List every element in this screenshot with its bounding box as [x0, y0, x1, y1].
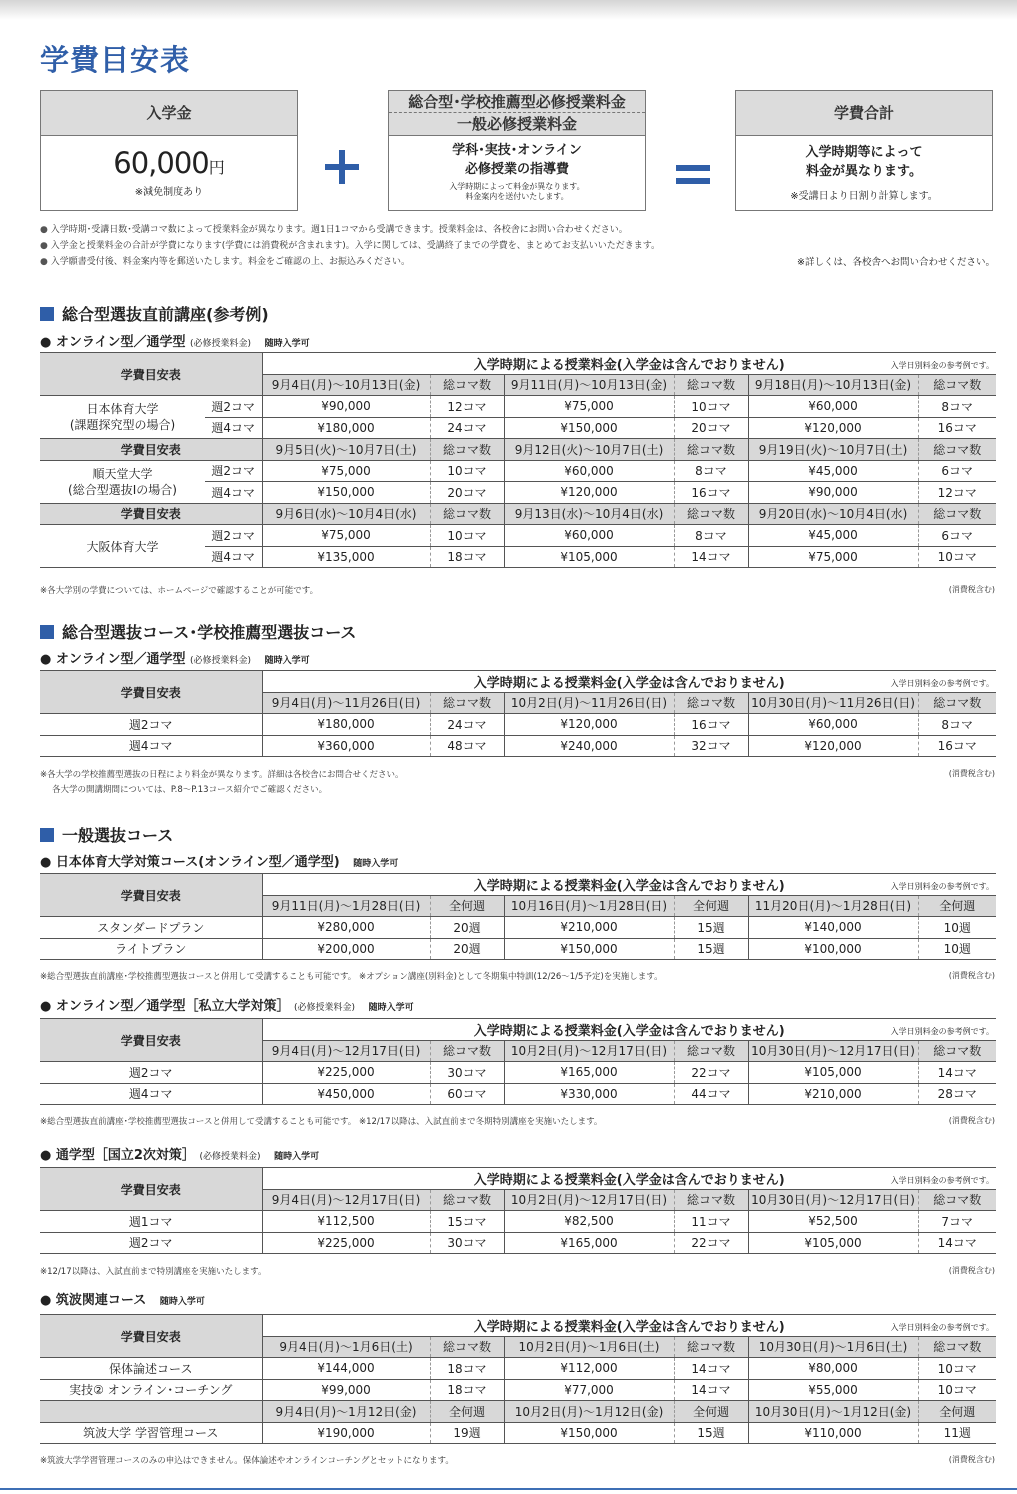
period-header: 10月2日(月)～11月26日(日) — [504, 692, 674, 714]
period-header: 9月11日(月)～10月13日(金) — [504, 374, 674, 396]
plan-label: スタンダードプラン — [40, 917, 262, 939]
enrollment-fee-label: 入学金 — [41, 91, 297, 136]
price-cell: ¥190,000 — [262, 1422, 430, 1444]
section3-table2 — [40, 1018, 996, 1105]
weeks-header: 全何週 — [918, 895, 996, 917]
koma-cell: 7コマ — [918, 1211, 996, 1233]
koma-cell: 30コマ — [430, 1062, 504, 1084]
period-header: 9月18日(月)～10月13日(金) — [748, 374, 918, 396]
total-fee-desc: 入学時期等によって 料金が異なります。 — [805, 145, 923, 179]
price-cell: ¥150,000 — [504, 1422, 674, 1444]
koma-cell: 6コマ — [918, 525, 996, 547]
period-header: 9月4日(月)～11月26日(日) — [262, 692, 430, 714]
price-cell: ¥60,000 — [504, 525, 674, 547]
koma-cell: 22コマ — [674, 1062, 748, 1084]
section3-sub2: ● オンライン型／通学型［私立大学対策］ (必修授業料金) 随時入学可 — [40, 999, 414, 1014]
frequency-label: 週2コマ — [205, 460, 262, 482]
tuition-label-1: 総合型･学校推薦型必修授業料金 — [389, 91, 645, 113]
section1-table — [40, 352, 996, 568]
frequency-label: 週1コマ — [40, 1211, 262, 1233]
period-header: 9月4日(月)～10月13日(金) — [262, 374, 430, 396]
period-header: 10月2日(月)～1月6日(土) — [504, 1336, 674, 1358]
price-cell: ¥210,000 — [748, 1083, 918, 1105]
period-header: 9月4日(月)～12月17日(日) — [262, 1040, 430, 1062]
price-cell: ¥225,000 — [262, 1062, 430, 1084]
course-label: 実技② オンライン･コーチング — [40, 1379, 262, 1401]
koma-cell: 20コマ — [674, 417, 748, 439]
price-title: 入学時期による授業料金(入学金は含んでおりません) 入学日別料金の参考例です。 — [262, 1168, 996, 1190]
price-cell: ¥60,000 — [748, 396, 918, 418]
section3-sub4: ● 筑波関連コース 随時入学可 — [40, 1293, 205, 1308]
weeks-cell: 10週 — [918, 917, 996, 939]
koma-header: 総コマ数 — [674, 374, 748, 396]
section1-subheading: ● オンライン型／通学型 (必修授業料金) 随時入学可 — [40, 335, 310, 350]
period-header: 9月4日(月)～12月17日(日) — [262, 1189, 430, 1211]
price-cell: ¥144,000 — [262, 1358, 430, 1380]
koma-header: 総コマ数 — [674, 1040, 748, 1062]
koma-cell: 14コマ — [674, 1379, 748, 1401]
section2-heading: 総合型選抜コース･学校推薦型選抜コース — [40, 620, 356, 643]
price-cell: ¥330,000 — [504, 1083, 674, 1105]
period-header: 9月5日(火)～10月7日(土) — [262, 439, 430, 461]
koma-header: 総コマ数 — [918, 1040, 996, 1062]
weeks-cell: 10週 — [918, 938, 996, 960]
section3-table1 — [40, 873, 996, 960]
weeks-cell: 15週 — [674, 1422, 748, 1444]
total-fee-note: ※受講日より日割り計算します。 — [790, 191, 938, 202]
koma-cell: 8コマ — [674, 525, 748, 547]
section2-footnote-2: 各大学の開講期間については、P.8～P.13コース紹介でご確認ください。 — [52, 785, 328, 795]
price-title: 入学時期による授業料金(入学金は含んでおりません) 入学日別料金の参考例です。 — [262, 671, 996, 693]
price-cell: ¥150,000 — [504, 417, 674, 439]
koma-header: 総コマ数 — [430, 1336, 504, 1358]
university-name: 大阪体育大学 — [40, 525, 205, 568]
price-title: 入学時期による授業料金(入学金は含んでおりません) 入学日別料金の参考例です。 — [262, 1019, 996, 1041]
period-header: 9月4日(月)～1月12日(金) — [262, 1401, 430, 1423]
koma-cell: 16コマ — [918, 735, 996, 757]
tax-note: (消費税含む) — [948, 769, 995, 778]
price-title: 入学時期による授業料金(入学金は含んでおりません) 入学日別料金の参考例です。 — [262, 353, 996, 375]
price-cell: ¥77,000 — [504, 1379, 674, 1401]
tuition-box — [388, 90, 646, 211]
koma-cell: 6コマ — [918, 460, 996, 482]
koma-cell: 30コマ — [430, 1232, 504, 1254]
period-header: 9月13日(水)～10月4日(水) — [504, 503, 674, 525]
section3-sub1: ● 日本体育大学対策コース(オンライン型／通学型) 随時入学可 — [40, 855, 399, 870]
price-cell: ¥240,000 — [504, 735, 674, 757]
tax-note: (消費税含む) — [948, 1455, 995, 1464]
koma-header: 総コマ数 — [430, 503, 504, 525]
price-cell: ¥100,000 — [748, 938, 918, 960]
price-cell: ¥75,000 — [262, 460, 430, 482]
koma-cell: 14コマ — [674, 546, 748, 568]
section3-table3 — [40, 1167, 996, 1254]
koma-cell: 60コマ — [430, 1083, 504, 1105]
price-cell: ¥80,000 — [748, 1358, 918, 1380]
koma-cell: 18コマ — [430, 1379, 504, 1401]
koma-cell: 12コマ — [918, 482, 996, 504]
row-head-label: 学費目安表 — [40, 874, 262, 917]
price-cell: ¥55,000 — [748, 1379, 918, 1401]
price-cell: ¥180,000 — [262, 417, 430, 439]
row-head-label: 学費目安表 — [40, 503, 262, 525]
frequency-label: 週4コマ — [40, 735, 262, 757]
weeks-cell: 20週 — [430, 938, 504, 960]
total-fee-box — [735, 90, 993, 211]
koma-cell: 16コマ — [674, 482, 748, 504]
frequency-label: 週2コマ — [40, 714, 262, 736]
section3-sub3: ● 通学型［国立2次対策］ (必修授業料金) 随時入学可 — [40, 1148, 320, 1163]
period-header: 9月4日(月)～1月6日(土) — [262, 1336, 430, 1358]
price-cell: ¥165,000 — [504, 1232, 674, 1254]
enrollment-fee-note: ※減免制度あり — [134, 187, 204, 198]
price-title: 入学時期による授業料金(入学金は含んでおりません) 入学日別料金の参考例です。 — [262, 1315, 996, 1337]
koma-cell: 15コマ — [430, 1211, 504, 1233]
koma-cell: 10コマ — [430, 525, 504, 547]
koma-header: 総コマ数 — [430, 374, 504, 396]
price-cell: ¥165,000 — [504, 1062, 674, 1084]
price-cell: ¥210,000 — [504, 917, 674, 939]
tax-note: (消費税含む) — [948, 1116, 995, 1125]
koma-cell: 16コマ — [674, 714, 748, 736]
period-header: 10月30日(月)～11月26日(日) — [748, 692, 918, 714]
koma-header: 総コマ数 — [918, 692, 996, 714]
price-cell: ¥120,000 — [748, 735, 918, 757]
section3-table4 — [40, 1314, 996, 1444]
page-title: 学費目安表 — [40, 43, 191, 77]
price-cell: ¥75,000 — [262, 525, 430, 547]
koma-cell: 32コマ — [674, 735, 748, 757]
top-shade — [0, 0, 1017, 20]
koma-cell: 48コマ — [430, 735, 504, 757]
price-title: 入学時期による授業料金(入学金は含んでおりません) 入学日別料金の参考例です。 — [262, 874, 996, 896]
koma-cell: 14コマ — [674, 1358, 748, 1380]
period-header: 9月6日(水)～10月4日(水) — [262, 503, 430, 525]
price-cell: ¥150,000 — [504, 938, 674, 960]
koma-cell: 16コマ — [918, 417, 996, 439]
koma-cell: 8コマ — [918, 396, 996, 418]
price-cell: ¥105,000 — [748, 1062, 918, 1084]
koma-header: 総コマ数 — [674, 1336, 748, 1358]
tax-note: (消費税含む) — [948, 971, 995, 980]
koma-header: 総コマ数 — [918, 503, 996, 525]
price-cell: ¥45,000 — [748, 460, 918, 482]
section3-footnote-4: ※筑波大学学習管理コースのみの申込はできません。保体論述やオンラインコーチングとセットになります。 — [40, 1456, 454, 1466]
price-cell: ¥120,000 — [504, 482, 674, 504]
section1-heading: 総合型選抜直前講座(参考例) — [40, 302, 269, 325]
weeks-header: 全何週 — [674, 895, 748, 917]
section3-footnote-2: ※総合型選抜直前講座･学校推薦型選抜コースと併用して受講することも可能です。 ※12/17以降は、入試直前まで冬期特別講座を実施いたします。 — [40, 1117, 603, 1127]
price-cell: ¥75,000 — [504, 396, 674, 418]
koma-header: 総コマ数 — [674, 439, 748, 461]
price-cell: ¥52,500 — [748, 1211, 918, 1233]
price-cell: ¥180,000 — [262, 714, 430, 736]
koma-cell: 11コマ — [674, 1211, 748, 1233]
period-header: 10月30日(月)～12月17日(日) — [748, 1040, 918, 1062]
period-header: 10月30日(月)～1月12日(金) — [748, 1401, 918, 1423]
period-header: 10月16日(月)～1月28日(日) — [504, 895, 674, 917]
koma-cell: 24コマ — [430, 417, 504, 439]
price-cell: ¥280,000 — [262, 917, 430, 939]
note-3: ● 入学願書受付後、料金案内等を郵送いたします。料金をご確認の上、お振込みください。 — [40, 257, 411, 267]
weeks-cell: 20週 — [430, 917, 504, 939]
note-1: ● 入学時期･受講日数･受講コマ数によって授業料金が異なります。週1日1コマから受講できます。授業料金は、各校舎にお問い合わせください。 — [40, 225, 628, 235]
koma-cell: 28コマ — [918, 1083, 996, 1105]
weeks-header: 全何週 — [674, 1401, 748, 1423]
weeks-header: 全何週 — [918, 1401, 996, 1423]
note-right: ※詳しくは、各校舎へお問い合わせください。 — [797, 257, 995, 268]
bottom-rule — [0, 1488, 1017, 1490]
enrollment-fee-box — [40, 90, 298, 211]
koma-cell: 22コマ — [674, 1232, 748, 1254]
period-header: 10月2日(月)～1月12日(金) — [504, 1401, 674, 1423]
weeks-cell: 11週 — [918, 1422, 996, 1444]
price-cell: ¥112,000 — [504, 1358, 674, 1380]
price-cell: ¥135,000 — [262, 546, 430, 568]
koma-cell: 24コマ — [430, 714, 504, 736]
price-cell: ¥60,000 — [748, 714, 918, 736]
price-cell: ¥120,000 — [504, 714, 674, 736]
koma-cell: 8コマ — [674, 460, 748, 482]
price-cell: ¥75,000 — [748, 546, 918, 568]
section3-footnote-3: ※12/17以降は、入試直前まで特別講座を実施いたします。 — [40, 1267, 267, 1277]
price-cell: ¥90,000 — [748, 482, 918, 504]
koma-header: 総コマ数 — [430, 692, 504, 714]
period-header: 9月20日(水)～10月4日(水) — [748, 503, 918, 525]
price-cell: ¥360,000 — [262, 735, 430, 757]
frequency-label: 週4コマ — [205, 546, 262, 568]
koma-cell: 18コマ — [430, 546, 504, 568]
weeks-cell: 15週 — [674, 938, 748, 960]
koma-header: 総コマ数 — [674, 692, 748, 714]
price-cell: ¥200,000 — [262, 938, 430, 960]
koma-cell: 10コマ — [430, 460, 504, 482]
koma-header: 総コマ数 — [918, 439, 996, 461]
frequency-label: 週4コマ — [205, 482, 262, 504]
koma-header: 総コマ数 — [918, 374, 996, 396]
price-cell: ¥60,000 — [504, 460, 674, 482]
price-cell: ¥105,000 — [504, 546, 674, 568]
koma-header: 総コマ数 — [918, 1189, 996, 1211]
koma-cell: 20コマ — [430, 482, 504, 504]
koma-header: 総コマ数 — [918, 1336, 996, 1358]
price-cell: ¥225,000 — [262, 1232, 430, 1254]
row-head-label: 学費目安表 — [40, 1019, 262, 1062]
plus-icon — [325, 150, 359, 184]
equals-icon — [676, 165, 710, 187]
price-cell: ¥105,000 — [748, 1232, 918, 1254]
period-header: 10月30日(月)～12月17日(日) — [748, 1189, 918, 1211]
total-fee-label: 学費合計 — [736, 91, 992, 136]
koma-cell: 8コマ — [918, 714, 996, 736]
period-header: 10月2日(月)～12月17日(日) — [504, 1189, 674, 1211]
koma-header: 総コマ数 — [430, 1040, 504, 1062]
price-cell: ¥82,500 — [504, 1211, 674, 1233]
period-header: 10月2日(月)～12月17日(日) — [504, 1040, 674, 1062]
row-head-label: 学費目安表 — [40, 671, 262, 714]
price-cell: ¥45,000 — [748, 525, 918, 547]
tuition-desc: 学科･実技･オンライン 必修授業の指導費 — [452, 143, 582, 177]
koma-cell: 14コマ — [918, 1062, 996, 1084]
frequency-label: 週2コマ — [205, 525, 262, 547]
weeks-cell: 15週 — [674, 917, 748, 939]
period-header: 11月20日(月)～1月28日(日) — [748, 895, 918, 917]
frequency-label: 週2コマ — [205, 396, 262, 418]
price-cell: ¥140,000 — [748, 917, 918, 939]
period-header: 9月19日(火)～10月7日(土) — [748, 439, 918, 461]
price-cell: ¥110,000 — [748, 1422, 918, 1444]
koma-cell: 10コマ — [674, 396, 748, 418]
course-label: 筑波大学 学習管理コース — [40, 1422, 262, 1444]
koma-cell: 12コマ — [430, 396, 504, 418]
row-head-label: 学費目安表 — [40, 439, 262, 461]
price-cell: ¥99,000 — [262, 1379, 430, 1401]
koma-cell: 18コマ — [430, 1358, 504, 1380]
frequency-label: 週2コマ — [40, 1232, 262, 1254]
weeks-header: 全何週 — [430, 1401, 504, 1423]
plan-label: ライトプラン — [40, 938, 262, 960]
koma-header: 総コマ数 — [430, 439, 504, 461]
price-cell: ¥112,500 — [262, 1211, 430, 1233]
course-label: 保体論述コース — [40, 1358, 262, 1380]
period-header: 10月30日(月)～1月6日(土) — [748, 1336, 918, 1358]
frequency-label: 週4コマ — [40, 1083, 262, 1105]
period-header: 9月12日(火)～10月7日(土) — [504, 439, 674, 461]
koma-cell: 10コマ — [918, 1379, 996, 1401]
tax-note: (消費税含む) — [948, 1266, 995, 1275]
section3-heading: 一般選抜コース — [40, 823, 173, 846]
tax-note: (消費税含む) — [948, 585, 995, 594]
koma-header: 総コマ数 — [430, 1189, 504, 1211]
tuition-label-2: 一般必修授業料金 — [389, 113, 645, 136]
koma-cell: 14コマ — [918, 1232, 996, 1254]
tuition-note: 入学時期によって料金が異なります。 料金案内を送付いたします。 — [449, 182, 585, 201]
section2-footnote-1: ※各大学の学校推薦型選抜の日程により料金が異なります。詳細は各校舎にお問合せください。 — [40, 770, 404, 780]
section1-footnote: ※各大学別の学費については、ホームページで確認することが可能です。 — [40, 586, 319, 596]
weeks-header: 全何週 — [430, 895, 504, 917]
enrollment-fee-amount: 60,000円 — [113, 146, 225, 180]
period-header: 9月11日(月)～1月28日(日) — [262, 895, 430, 917]
koma-cell: 10コマ — [918, 546, 996, 568]
frequency-label: 週4コマ — [205, 417, 262, 439]
university-name: 日本体育大学 (課題探究型の場合) — [40, 396, 205, 439]
row-head-label: 学費目安表 — [40, 353, 262, 396]
koma-header: 総コマ数 — [674, 503, 748, 525]
row-head-label: 学費目安表 — [40, 1168, 262, 1211]
note-2: ● 入学金と授業料金の合計が学費になります(学費には消費税が含まれます)。入学に関しては、受講終了までの学費を、まとめてお支払いいただきます。 — [40, 241, 661, 251]
section2-table — [40, 670, 996, 757]
koma-header: 総コマ数 — [674, 1189, 748, 1211]
blank-cell — [40, 1401, 262, 1423]
frequency-label: 週2コマ — [40, 1062, 262, 1084]
price-cell: ¥120,000 — [748, 417, 918, 439]
price-cell: ¥150,000 — [262, 482, 430, 504]
section3-footnote-1: ※総合型選抜直前講座･学校推薦型選抜コースと併用して受講することも可能です。 ※オプション講座(別料金)として冬期集中特訓(12/26～1/5予定)を実施します。 — [40, 972, 663, 982]
university-name: 順天堂大学 (総合型選抜Ⅰの場合) — [40, 460, 205, 503]
row-head-label: 学費目安表 — [40, 1315, 262, 1358]
price-cell: ¥450,000 — [262, 1083, 430, 1105]
price-cell: ¥90,000 — [262, 396, 430, 418]
weeks-cell: 19週 — [430, 1422, 504, 1444]
koma-cell: 10コマ — [918, 1358, 996, 1380]
section2-subheading: ● オンライン型／通学型 (必修授業料金) 随時入学可 — [40, 652, 310, 667]
koma-cell: 44コマ — [674, 1083, 748, 1105]
